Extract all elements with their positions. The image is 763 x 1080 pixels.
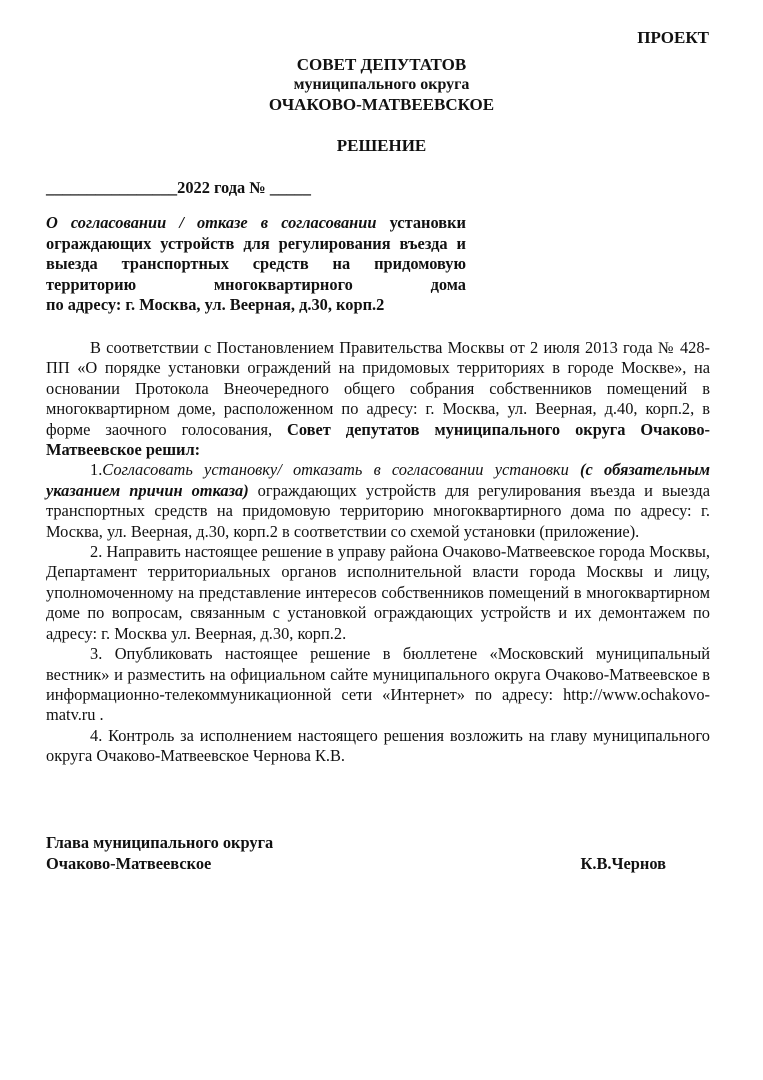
- draft-mark: ПРОЕКТ: [637, 28, 709, 47]
- signer-name: К.В.Чернов: [580, 854, 666, 873]
- decision-title: РЕШЕНИЕ: [336, 136, 427, 155]
- decision-subject: [46, 213, 466, 316]
- item-4: 4. Контроль за исполнением настоящего решения возложить на главу муниципального округа Очаково-Матвеевское Чернова К.В.: [46, 725, 710, 766]
- preamble-bold: Совет депутатов муниципального округа Очаково-Матвеевское решил:: [46, 419, 710, 460]
- item-1-bold-italic: (с обязательным указанием причин отказа): [46, 460, 710, 500]
- item-1-italic: Согласовать установку/ отказать в согласовании установки: [102, 460, 581, 480]
- issuer-header: [0, 54, 763, 115]
- council-subtitle: муниципального округа: [293, 76, 470, 93]
- item-2: 2. Направить настоящее решение в управу района Очаково-Матвеевское города Москвы, Департамент территориальных органов исполнительной власти города Москвы и лицу, уполномоченному на представление интересов собственников помещений в многоквартирном доме по вопросам, связанным с установкой ограждающих устройств и их демонтажем по адресу: г. Москва ул. Веерная, д.30, корп.2.: [46, 542, 710, 643]
- decision-body: [46, 338, 710, 767]
- district-name: ОЧАКОВО-МАТВЕЕВСКОЕ: [268, 95, 495, 114]
- item-1-number: 1.: [90, 460, 103, 480]
- date-number-line: ________________2022 года № _____: [46, 178, 311, 197]
- subject-italic: О согласовании / отказе в согласовании: [46, 213, 377, 232]
- signer-title-line1: Глава муниципального округа: [46, 833, 274, 852]
- item-3: 3. Опубликовать настоящее решение в бюллетене «Московский муниципальный вестник» и разместить на официальном сайте муниципального округа Очаково-Матвеевское в информационно-телекоммуникационной сети «Интернет» по адресу: http://www.ochakovo-matv.ru .: [46, 644, 710, 725]
- signer-title-line2: Очаково-Матвеевское: [46, 854, 212, 873]
- signature-block: [46, 832, 666, 874]
- subject-text: установки ограждающих устройств для регулирования въезда и выезда транспортных средств на придомовую территорию многоквартирного дома: [46, 213, 466, 294]
- preamble-text: В соответствии с Постановлением Правительства Москвы от 2 июля 2013 года № 428-ПП «О порядке установки ограждений на придомовых территориях в городе Москве», на основании Протокола Внеочередного общего собрания собственников помещений в многоквартирном доме, расположенном по адресу: г. Москва, ул. Веерная, д.40, корп.2, в форме заочного голосования,: [46, 338, 710, 439]
- council-title: СОВЕТ ДЕПУТАТОВ: [296, 55, 467, 74]
- subject-address: по адресу: г. Москва, ул. Веерная, д.30, корп.2: [46, 295, 385, 314]
- item-1-text: ограждающих устройств для регулирования въезда и выезда транспортных средств на придомовую территорию многоквартирного дома по адресу: г. Москва, ул. Веерная, д.30, корп.2 в соответствии со схемой установки (приложение).: [46, 480, 710, 541]
- item-1: [46, 460, 710, 542]
- preamble-paragraph: [46, 338, 710, 460]
